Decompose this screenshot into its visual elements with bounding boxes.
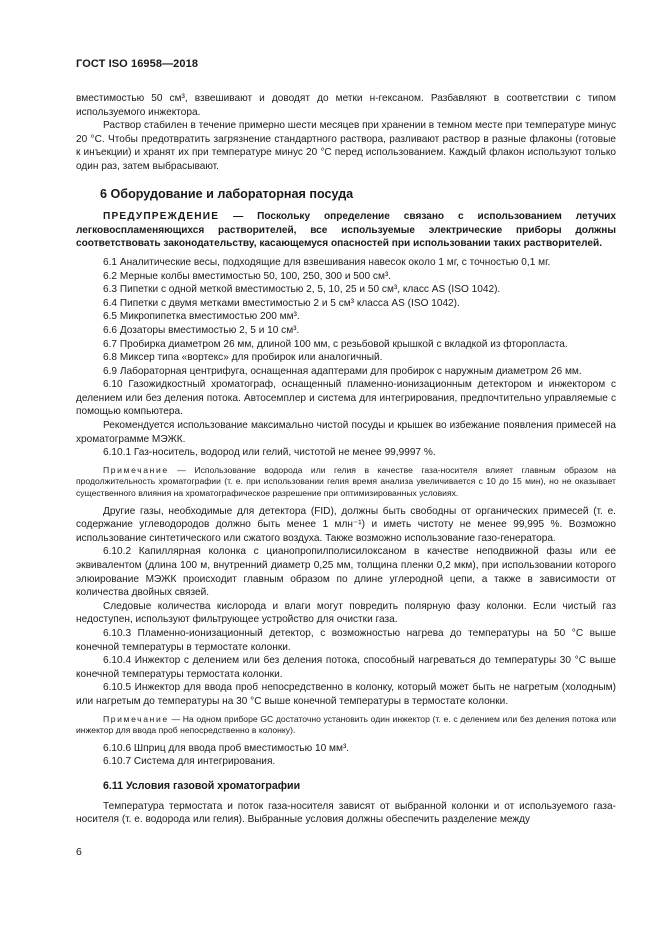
list-item: 6.10.3 Пламенно-ионизационный детектор, с возможностью нагрева до температуры на 50 °C выше конечной температуры в термостате колонки.	[76, 627, 616, 653]
paragraph: вместимостью 50 см³, взвешивают и доводят до метки н-гексаном. Разбавляют в соответствии с типом используемого инжектора.	[76, 93, 616, 118]
list-item: 6.8 Миксер типа «вортекс» для пробирок или аналогичный.	[103, 352, 383, 364]
section-heading: 6 Оборудование и лабораторная посуда	[100, 186, 354, 201]
list-item: 6.10.1 Газ-носитель, водород или гелий, чистотой не менее 99,9997 %.	[103, 447, 436, 459]
subsection-heading: 6.11 Условия газовой хроматографии	[103, 779, 301, 792]
page-number: 6	[76, 846, 82, 858]
list-item: 6.10.7 Система для интегрирования.	[103, 756, 276, 768]
list-item: 6.9 Лабораторная центрифуга, оснащенная адаптерами для пробирок с наружным диаметром 26 мм.	[103, 365, 582, 377]
note	[76, 714, 616, 737]
list-item: 6.3 Пипетки с одной меткой вместимостью 2, 5, 10, 25 и 50 см³, класс AS (ISO 1042).	[103, 284, 501, 296]
note-text: — На одном приборе GC достаточно установить один инжектор (т. е. с делением или без деления потока или инжектор для ввода проб непосредственно в колонку).	[76, 713, 616, 736]
document-header: ГОСТ ISO 16958—2018	[76, 58, 199, 70]
warning-paragraph	[76, 210, 616, 251]
note-text: — Использование водорода или гелия в качестве газа-носителя влияет главным образом на продолжительность хроматографии (т. е. при использовании гелия время анализа увеличивается с 10 до 15 мин), но не оказывает существенного влияния на хроматографическое разрешение при оптимизированных условиях.	[76, 464, 616, 499]
list-item: 6.10.5 Инжектор для ввода проб непосредственно в колонку, который может быть не нагретым (холодным) или нагретым до температуры на 30 °C выше конечной температуры в термостате колонки.	[76, 682, 616, 707]
note-label: Примечание	[103, 713, 169, 724]
note	[76, 465, 616, 500]
paragraph: Рекомендуется использование максимально чистой посуды и крышек во избежание появления примесей на хроматограмме МЭЖК.	[76, 420, 616, 445]
warning-text: — Поскольку определение связано с использованием летучих легковоспламеняющихся растворителей, все используемые электрические приборы должны соответствовать законодательству, касающемуся опасностей при использовании таких растворителей.	[76, 211, 616, 250]
list-item: 6.4 Пипетки с двумя метками вместимостью 2 и 5 см³ класса AS (ISO 1042).	[103, 297, 460, 309]
list-item: 6.2 Мерные колбы вместимостью 50, 100, 250, 300 и 500 см³.	[103, 270, 392, 282]
list-item: 6.1 Аналитические весы, подходящие для взвешивания навесок около 1 мг, с точностью 0,1 мг.	[103, 256, 551, 268]
paragraph: Температура термостата и поток газа-носителя зависят от выбранной колонки и от используемого газа-носителя (т. е. водорода или гелия). Выбранные условия должны обеспечить разделение между	[76, 800, 616, 826]
paragraph: Следовые количества кислорода и влаги могут повредить полярную фазу колонки. Если чистый газ недоступен, используют фильтрующее устройство для очистки газа.	[76, 600, 616, 626]
document-body	[76, 92, 616, 827]
paragraph: Другие газы, необходимые для детектора (FID), должны быть свободны от органических примесей (т. е. содержание углеводородов должно быть менее 1 млн⁻¹) и иметь чистоту не менее 99,995 %. Возможно использование синтетического или сжатого воздуха. Также возможно использование газо-генератора.	[76, 505, 616, 544]
note-label: Примечание	[103, 464, 169, 475]
paragraph: Раствор стабилен в течение примерно шести месяцев при хранении в темном месте при температуре минус 20 °C. Чтобы предотвратить загрязнение стандартного раствора, разливают раствор в разные флаконы (готовые к инъекции) и хранят их при температуре минус 20 °C перед использованием. Каждый флакон используют только один раз, затем выбрасывают.	[76, 120, 616, 172]
list-item: 6.10.4 Инжектор с делением или без деления потока, способный нагреваться до температуры 30 °C выше конечной температуры термостата колонки.	[76, 655, 616, 680]
list-item: 6.10.2 Капиллярная колонка с цианопропилполисилоксаном в качестве неподвижной фазы или ее эквивалентом (длина 100 м, внутренний диаметр 0,25 мм, толщина пленки 0,2 мкм), при использовании которого элюирование МЭЖК происходит главным образом по длине углеродной цепи, а также в зависимости от количества двойных связей.	[76, 546, 616, 599]
list-item: 6.5 Микропипетка вместимостью 200 мм³.	[103, 311, 300, 323]
list-item: 6.6 Дозаторы вместимостью 2, 5 и 10 см³.	[103, 324, 300, 336]
list-item: 6.10 Газожидкостный хроматограф, оснащенный пламенно-ионизационным детектором и инжектором с делением или без деления потока. Автосемплер и система для интегрирования, предпочтительно управляемые с помощью компьютера.	[76, 379, 616, 418]
list-item: 6.7 Пробирка диаметром 26 мм, длиной 100 мм, с резьбовой крышкой с вкладкой из фторопласта.	[103, 338, 568, 350]
list-item: 6.10.6 Шприц для ввода проб вместимостью 10 мм³.	[103, 742, 350, 754]
warning-label: ПРЕДУПРЕЖДЕНИЕ	[103, 211, 220, 223]
